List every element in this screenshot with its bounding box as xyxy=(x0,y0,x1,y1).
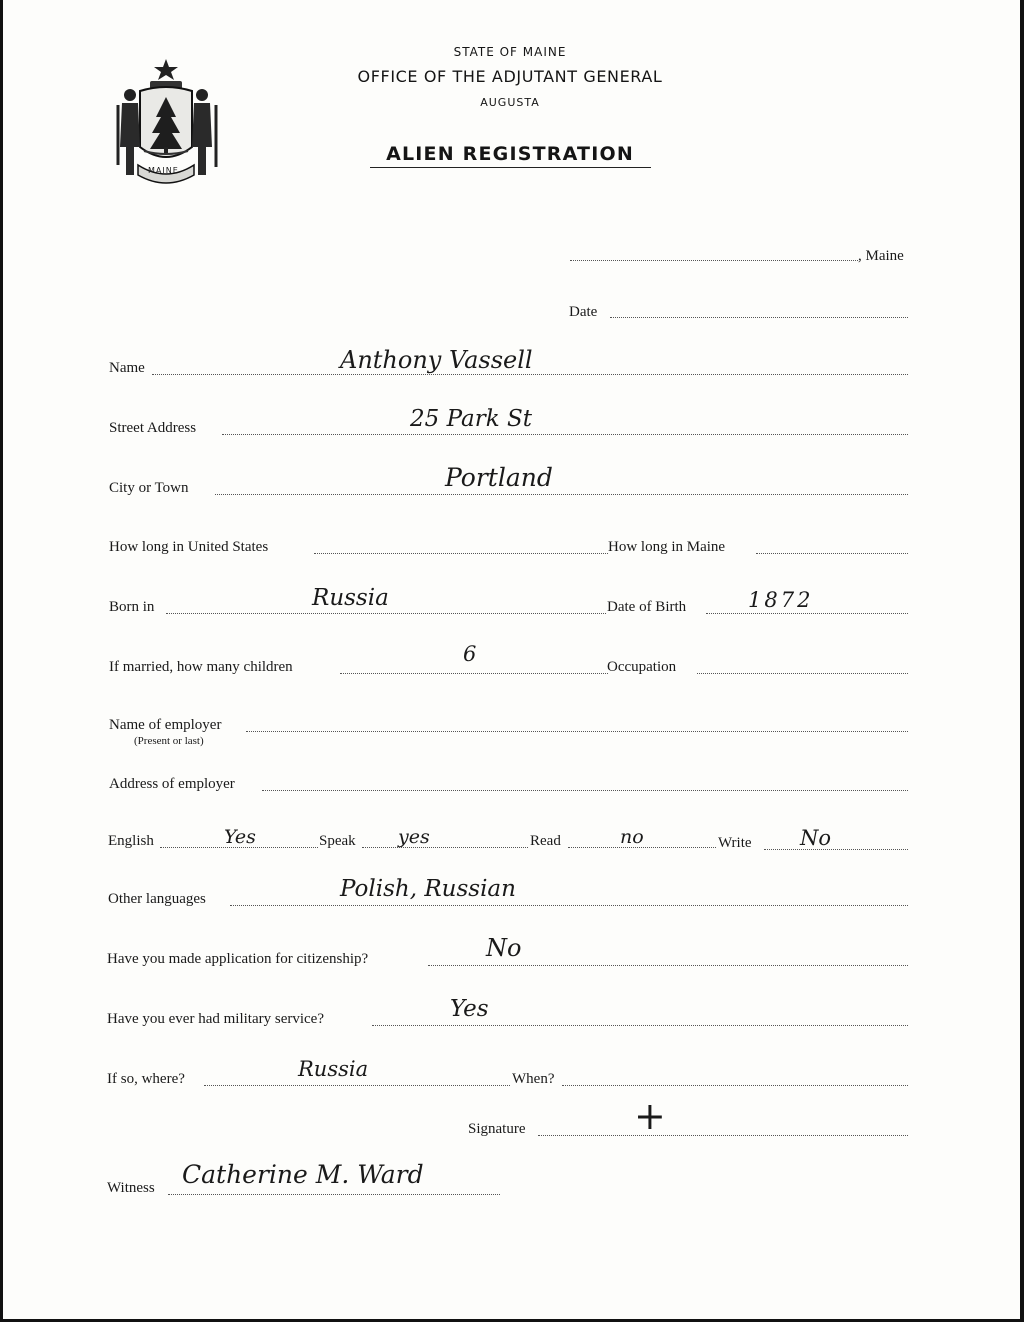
seal-banner-text: MAINE xyxy=(148,166,179,175)
us-duration-field-line[interactable] xyxy=(314,553,608,554)
signature-mark: + xyxy=(634,1094,666,1138)
write-field-line[interactable] xyxy=(764,849,908,850)
where-value: Russia xyxy=(298,1057,369,1081)
children-value: 6 xyxy=(463,642,477,666)
born-in-label: Born in xyxy=(109,599,155,615)
name-value: Anthony Vassell xyxy=(340,346,533,374)
military-service-value: Yes xyxy=(450,996,489,1022)
date-of-birth-field-line[interactable] xyxy=(706,613,908,614)
children-label: If married, how many children xyxy=(109,659,293,675)
english-label: English xyxy=(108,833,154,849)
street-address-label: Street Address xyxy=(109,420,197,436)
name-field-line[interactable] xyxy=(152,374,908,375)
maine-duration-label: How long in Maine xyxy=(608,539,726,555)
born-in-field-line[interactable] xyxy=(166,613,606,614)
witness-value: Catherine M. Ward xyxy=(182,1160,424,1189)
speak-value: yes xyxy=(398,826,430,848)
signature-field-line[interactable] xyxy=(538,1135,908,1136)
scan-edge-left xyxy=(0,0,3,1322)
maine-duration-field-line[interactable] xyxy=(756,553,908,554)
name-label: Name xyxy=(109,360,145,376)
header-office: OFFICE OF THE ADJUTANT GENERAL xyxy=(357,67,663,86)
scan-edge-right xyxy=(1020,0,1024,1322)
street-address-value: 25 Park St xyxy=(410,406,532,432)
other-languages-field-line[interactable] xyxy=(230,905,908,906)
city-label: City or Town xyxy=(109,480,189,496)
children-field-line[interactable] xyxy=(340,673,608,674)
date-label: Date xyxy=(569,304,598,320)
location-suffix-label: , Maine xyxy=(858,248,904,264)
occupation-field-line[interactable] xyxy=(697,673,908,674)
occupation-label: Occupation xyxy=(607,659,677,675)
write-value: No xyxy=(800,826,832,850)
when-field-line[interactable] xyxy=(562,1085,908,1086)
military-service-label: Have you ever had military service? xyxy=(107,1011,324,1027)
speak-field-line[interactable] xyxy=(362,847,528,848)
where-label: If so, where? xyxy=(107,1071,185,1087)
title-underline xyxy=(370,167,651,168)
employer-note: (Present or last) xyxy=(134,735,204,747)
employer-field-line[interactable] xyxy=(246,731,908,732)
header-state: STATE OF MAINE xyxy=(453,45,567,59)
form-title: ALIEN REGISTRATION xyxy=(386,143,634,165)
when-label: When? xyxy=(512,1071,555,1087)
citizenship-value: No xyxy=(486,934,522,962)
date-of-birth-value: 1872 xyxy=(748,588,814,612)
military-service-field-line[interactable] xyxy=(372,1025,908,1026)
city-field-line[interactable] xyxy=(215,494,908,495)
date-of-birth-label: Date of Birth xyxy=(607,599,687,615)
english-value: Yes xyxy=(224,826,256,848)
signature-label: Signature xyxy=(468,1121,526,1137)
employer-address-label: Address of employer xyxy=(109,776,235,792)
born-in-value: Russia xyxy=(312,585,389,611)
date-field-line[interactable] xyxy=(610,317,908,318)
other-languages-value: Polish, Russian xyxy=(340,876,516,902)
other-languages-label: Other languages xyxy=(108,891,206,907)
street-address-field-line[interactable] xyxy=(222,434,908,435)
location-field-line[interactable] xyxy=(570,260,858,261)
where-field-line[interactable] xyxy=(204,1085,510,1086)
read-label: Read xyxy=(530,833,561,849)
speak-label: Speak xyxy=(319,833,356,849)
citizenship-label: Have you made application for citizenship? xyxy=(107,951,369,967)
employer-label: Name of employer xyxy=(109,717,222,733)
witness-field-line[interactable] xyxy=(168,1194,500,1195)
read-value: no xyxy=(620,826,644,848)
us-duration-label: How long in United States xyxy=(109,539,269,555)
city-value: Portland xyxy=(445,463,553,492)
employer-address-field-line[interactable] xyxy=(262,790,908,791)
write-label: Write xyxy=(718,835,752,851)
header-city: AUGUSTA xyxy=(480,96,540,109)
witness-label: Witness xyxy=(107,1180,155,1196)
citizenship-field-line[interactable] xyxy=(428,965,908,966)
